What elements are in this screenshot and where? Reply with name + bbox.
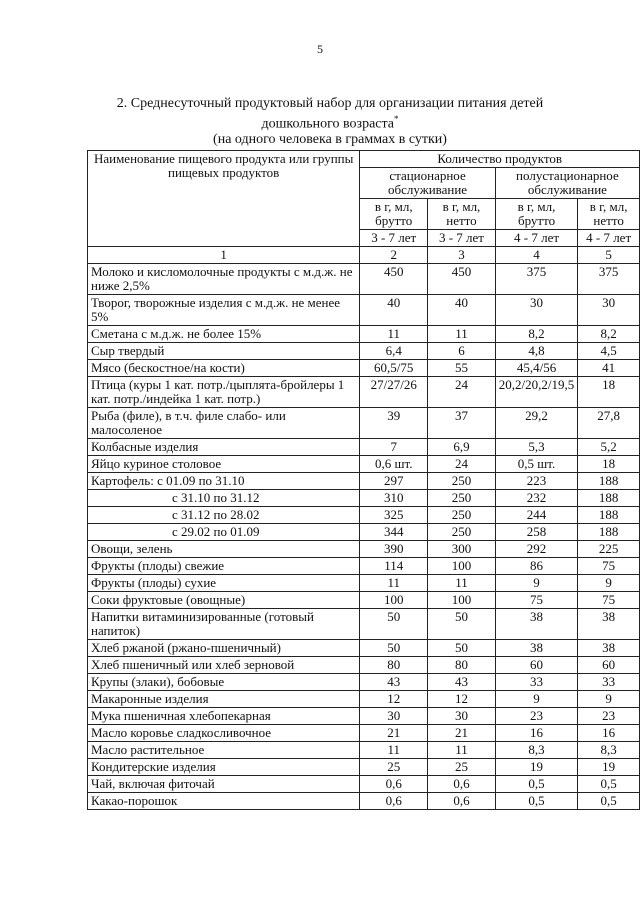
product-name: с 29.02 по 01.09 (88, 524, 360, 541)
product-value: 27,8 (578, 408, 640, 439)
product-value: 39 (360, 408, 428, 439)
table-row (88, 524, 640, 541)
product-value: 4,5 (578, 343, 640, 360)
table-title (70, 96, 590, 147)
product-value: 55 (428, 360, 496, 377)
product-value: 232 (495, 490, 577, 507)
product-value: 23 (578, 708, 640, 725)
product-name: Мука пшеничная хлебопекарная (88, 708, 360, 725)
table-row (88, 640, 640, 657)
product-value: 30 (360, 708, 428, 725)
table-row (88, 558, 640, 575)
product-name: Картофель: с 01.09 по 31.10 (88, 473, 360, 490)
product-value: 114 (360, 558, 428, 575)
table-row (88, 264, 640, 295)
product-value: 75 (578, 592, 640, 609)
column-number: 1 (88, 247, 360, 264)
table-row (88, 456, 640, 473)
product-name: Молоко и кисломолочные продукты с м.д.ж. не ниже 2,5% (88, 264, 360, 295)
table-row (88, 507, 640, 524)
product-name: Чай, включая фиточай (88, 776, 360, 793)
title-line-2 (70, 112, 590, 132)
product-value: 30 (428, 708, 496, 725)
product-value: 5,3 (495, 439, 577, 456)
header-age: 3 - 7 лет (360, 230, 428, 247)
product-value: 16 (578, 725, 640, 742)
column-number: 5 (578, 247, 640, 264)
product-value: 11 (428, 326, 496, 343)
header-unit: в г, мл, нетто (578, 199, 640, 230)
product-value: 11 (428, 575, 496, 592)
product-value: 188 (578, 507, 640, 524)
product-value: 250 (428, 507, 496, 524)
table-row (88, 343, 640, 360)
product-value: 18 (578, 377, 640, 408)
product-value: 33 (495, 674, 577, 691)
page-number: 5 (317, 42, 323, 56)
product-value: 297 (360, 473, 428, 490)
product-value: 24 (428, 377, 496, 408)
table-row (88, 609, 640, 640)
product-value: 375 (495, 264, 577, 295)
table-row (88, 295, 640, 326)
product-name: Масло растительное (88, 742, 360, 759)
product-value: 450 (360, 264, 428, 295)
product-value: 12 (360, 691, 428, 708)
table-row (88, 360, 640, 377)
table-row (88, 541, 640, 558)
product-name: Творог, творожные изделия с м.д.ж. не менее 5% (88, 295, 360, 326)
table-row (88, 326, 640, 343)
header-age: 3 - 7 лет (428, 230, 496, 247)
product-value: 6,4 (360, 343, 428, 360)
product-value: 250 (428, 473, 496, 490)
product-value: 18 (578, 456, 640, 473)
product-value: 225 (578, 541, 640, 558)
column-number: 3 (428, 247, 496, 264)
product-name: Фрукты (плоды) сухие (88, 575, 360, 592)
product-name: Крупы (злаки), бобовые (88, 674, 360, 691)
title-line-1: 2. Среднесуточный продуктовый набор для организации питания детей (116, 96, 544, 111)
product-value: 25 (428, 759, 496, 776)
table-row (88, 408, 640, 439)
table-row (88, 742, 640, 759)
product-value: 80 (360, 657, 428, 674)
product-value: 16 (495, 725, 577, 742)
product-value: 375 (578, 264, 640, 295)
product-value: 8,2 (495, 326, 577, 343)
column-number: 4 (495, 247, 577, 264)
table-row (88, 592, 640, 609)
food-set-table (87, 150, 640, 810)
table-row (88, 473, 640, 490)
product-value: 60 (578, 657, 640, 674)
product-value: 21 (360, 725, 428, 742)
table-row (88, 793, 640, 810)
header-name-column: Наименование пищевого продукта или группы пищевых продуктов (88, 151, 360, 247)
product-value: 0,5 (578, 793, 640, 810)
product-value: 12 (428, 691, 496, 708)
footnote-mark: * (394, 113, 399, 124)
product-value: 11 (360, 575, 428, 592)
table-row (88, 759, 640, 776)
product-name: Масло коровье сладкосливочное (88, 725, 360, 742)
product-value: 188 (578, 490, 640, 507)
product-value: 50 (360, 609, 428, 640)
product-value: 60 (495, 657, 577, 674)
product-value: 310 (360, 490, 428, 507)
product-value: 37 (428, 408, 496, 439)
product-name: с 31.10 по 31.12 (88, 490, 360, 507)
product-value: 19 (578, 759, 640, 776)
product-name: Хлеб пшеничный или хлеб зерновой (88, 657, 360, 674)
header-row-1 (88, 151, 640, 168)
table-body (88, 151, 640, 810)
table-row (88, 674, 640, 691)
table-row (88, 657, 640, 674)
product-value: 100 (360, 592, 428, 609)
product-value: 100 (428, 592, 496, 609)
product-value: 9 (495, 575, 577, 592)
product-name: Кондитерские изделия (88, 759, 360, 776)
product-value: 30 (578, 295, 640, 326)
product-value: 9 (578, 575, 640, 592)
column-numbers-row (88, 247, 640, 264)
product-value: 7 (360, 439, 428, 456)
table-row (88, 439, 640, 456)
product-value: 41 (578, 360, 640, 377)
product-value: 50 (428, 640, 496, 657)
product-value: 29,2 (495, 408, 577, 439)
table-row (88, 691, 640, 708)
product-value: 38 (578, 640, 640, 657)
product-value: 60,5/75 (360, 360, 428, 377)
header-unit: в г, мл, брутто (495, 199, 577, 230)
product-name: Мясо (бескостное/на кости) (88, 360, 360, 377)
product-name: Макаронные изделия (88, 691, 360, 708)
product-value: 30 (495, 295, 577, 326)
table-row (88, 490, 640, 507)
product-value: 38 (495, 640, 577, 657)
header-quantity: Количество продуктов (360, 151, 640, 168)
product-value: 0,5 (495, 776, 577, 793)
product-value: 5,2 (578, 439, 640, 456)
product-value: 40 (428, 295, 496, 326)
product-value: 33 (578, 674, 640, 691)
product-value: 250 (428, 490, 496, 507)
product-value: 80 (428, 657, 496, 674)
product-value: 250 (428, 524, 496, 541)
product-value: 223 (495, 473, 577, 490)
product-value: 258 (495, 524, 577, 541)
product-value: 75 (578, 558, 640, 575)
product-name: Напитки витаминизированные (готовый напиток) (88, 609, 360, 640)
product-name: Фрукты (плоды) свежие (88, 558, 360, 575)
product-name: Какао-порошок (88, 793, 360, 810)
table-row (88, 776, 640, 793)
product-value: 0,5 (578, 776, 640, 793)
product-value: 75 (495, 592, 577, 609)
product-value: 11 (428, 742, 496, 759)
product-value: 50 (360, 640, 428, 657)
table-row (88, 377, 640, 408)
table-row (88, 708, 640, 725)
product-name: Соки фруктовые (овощные) (88, 592, 360, 609)
header-group-stationary: стационарное обслуживание (360, 168, 495, 199)
product-name: Колбасные изделия (88, 439, 360, 456)
product-value: 6,9 (428, 439, 496, 456)
product-value: 450 (428, 264, 496, 295)
product-value: 40 (360, 295, 428, 326)
product-name: Хлеб ржаной (ржано-пшеничный) (88, 640, 360, 657)
product-name: Сыр твердый (88, 343, 360, 360)
product-value: 38 (578, 609, 640, 640)
header-age: 4 - 7 лет (495, 230, 577, 247)
table-row (88, 725, 640, 742)
header-unit: в г, мл, нетто (428, 199, 496, 230)
product-value: 21 (428, 725, 496, 742)
product-name: Рыба (филе), в т.ч. филе слабо- или малосоленое (88, 408, 360, 439)
title-line-3: (на одного человека в граммах в сутки) (213, 131, 447, 147)
product-value: 0,5 шт. (495, 456, 577, 473)
product-value: 0,6 (428, 793, 496, 810)
product-value: 0,5 (495, 793, 577, 810)
product-value: 27/27/26 (360, 377, 428, 408)
product-value: 19 (495, 759, 577, 776)
product-value: 86 (495, 558, 577, 575)
product-value: 8,3 (495, 742, 577, 759)
product-value: 300 (428, 541, 496, 558)
product-value: 8,3 (578, 742, 640, 759)
product-value: 0,6 (360, 776, 428, 793)
product-value: 23 (495, 708, 577, 725)
header-group-semistationary: полустационарное обслуживание (495, 168, 639, 199)
product-value: 9 (495, 691, 577, 708)
product-value: 188 (578, 524, 640, 541)
product-name: Овощи, зелень (88, 541, 360, 558)
product-value: 20,2/20,2/19,5 (495, 377, 577, 408)
product-value: 100 (428, 558, 496, 575)
product-name: Птица (куры 1 кат. потр./цыплята-бройлеры 1 кат. потр./индейка 1 кат. потр.) (88, 377, 360, 408)
product-value: 43 (428, 674, 496, 691)
product-value: 38 (495, 609, 577, 640)
product-value: 45,4/56 (495, 360, 577, 377)
header-age: 4 - 7 лет (578, 230, 640, 247)
header-unit: в г, мл, брутто (360, 199, 428, 230)
product-value: 188 (578, 473, 640, 490)
product-value: 390 (360, 541, 428, 558)
product-name: Сметана с м.д.ж. не более 15% (88, 326, 360, 343)
product-value: 11 (360, 742, 428, 759)
product-value: 0,6 (360, 793, 428, 810)
product-value: 43 (360, 674, 428, 691)
product-value: 4,8 (495, 343, 577, 360)
product-value: 6 (428, 343, 496, 360)
table-row (88, 575, 640, 592)
product-value: 11 (360, 326, 428, 343)
product-value: 292 (495, 541, 577, 558)
product-value: 244 (495, 507, 577, 524)
product-value: 9 (578, 691, 640, 708)
product-value: 0,6 (428, 776, 496, 793)
product-name: Яйцо куриное столовое (88, 456, 360, 473)
product-value: 24 (428, 456, 496, 473)
product-value: 25 (360, 759, 428, 776)
product-value: 325 (360, 507, 428, 524)
product-value: 8,2 (578, 326, 640, 343)
product-name: с 31.12 по 28.02 (88, 507, 360, 524)
product-value: 50 (428, 609, 496, 640)
title-line-2-text: дошкольного возраста (261, 116, 395, 132)
product-value: 0,6 шт. (360, 456, 428, 473)
column-number: 2 (360, 247, 428, 264)
product-value: 344 (360, 524, 428, 541)
